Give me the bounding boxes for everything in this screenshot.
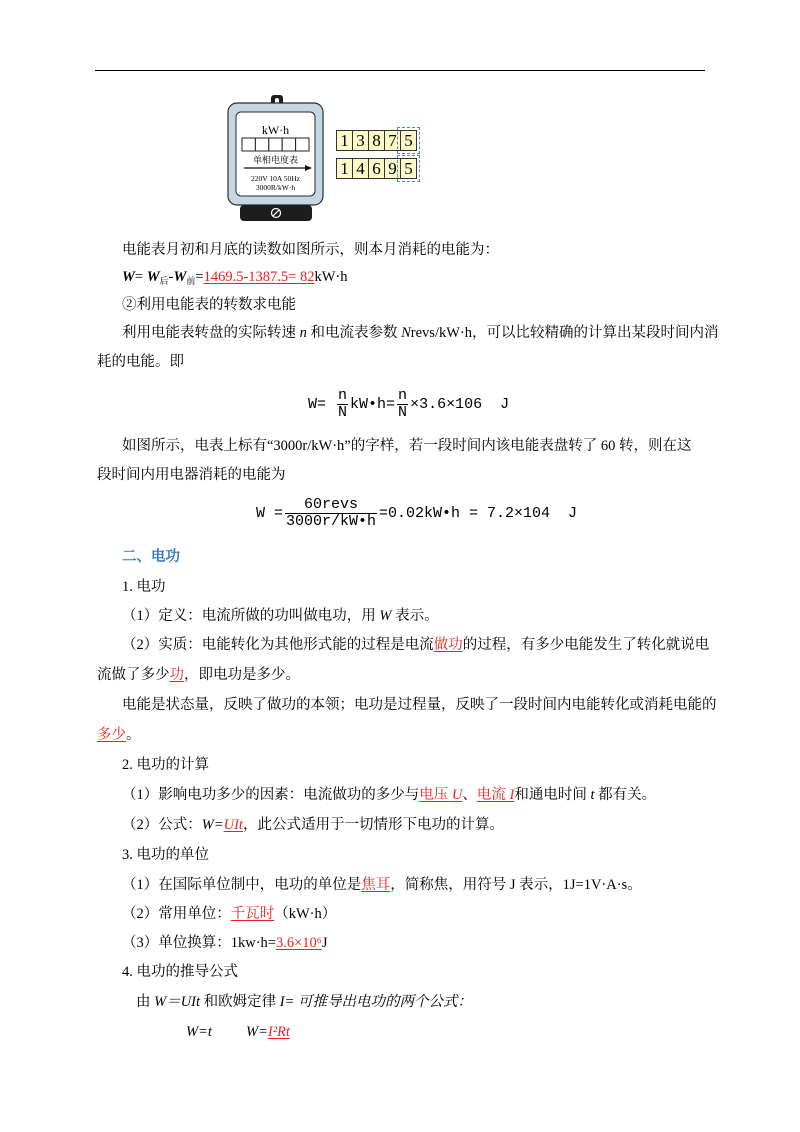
formula-lhs: W= bbox=[201, 817, 224, 833]
example-text-continued: 段时间内用电器消耗的电能为 bbox=[97, 467, 286, 483]
derived-formula-2 bbox=[246, 1022, 290, 1042]
equals-sign: = bbox=[195, 269, 204, 285]
reading-digit: 7 bbox=[384, 130, 401, 151]
note-line: 电能是状态量，反映了做功的本领；电功是过程量，反映了一段时间内电能转化或消耗电能的 bbox=[122, 697, 717, 713]
variable-W: W bbox=[379, 608, 392, 624]
formula-lhs: W = bbox=[256, 505, 284, 522]
text-run: （1）影响电功多少的因素：电流做功的多少与 bbox=[122, 787, 420, 803]
subsection-title-2: 2. 电功的计算 bbox=[122, 757, 209, 773]
text-run: （2）公式： bbox=[122, 817, 202, 833]
fraction-numerator: 60revs bbox=[304, 496, 359, 513]
blank-text: 电压 bbox=[419, 787, 452, 803]
answer-blank bbox=[419, 787, 462, 803]
answer-blank: 1469.5-1387.5= 82 bbox=[203, 269, 315, 285]
text-run: （2）常用单位： bbox=[122, 906, 231, 922]
unit-text: kW·h bbox=[314, 269, 348, 285]
formula-lhs: W= bbox=[308, 396, 336, 413]
fraction-n-over-N bbox=[397, 388, 408, 421]
answer-blank bbox=[477, 787, 514, 803]
header-rule bbox=[95, 70, 705, 71]
reading-start-of-month bbox=[336, 130, 416, 151]
reading-decimal-digit: 5 bbox=[400, 158, 417, 179]
reading-digit: 1 bbox=[336, 130, 353, 151]
fraction-revs-over-constant bbox=[285, 497, 377, 530]
text-run: （2）实质：电能转化为其他形式能的过程是电流 bbox=[122, 637, 434, 653]
answer-blank: 做功 bbox=[433, 637, 463, 653]
reading-intro: 电能表月初和月底的读数如图所示，则本月消耗的电能为： bbox=[122, 242, 499, 258]
work-before-symbol: W bbox=[173, 269, 187, 285]
formula-example bbox=[256, 497, 577, 530]
text-run: 和欧姆定律 bbox=[200, 994, 280, 1010]
meter-rating: 220V 10A 50Hz bbox=[250, 174, 301, 183]
definition-line bbox=[122, 606, 439, 626]
factors-line bbox=[122, 785, 656, 805]
minus-sign: - bbox=[168, 269, 174, 285]
work-after-symbol: W bbox=[146, 269, 160, 285]
text-run: 的过程，有多少电能发生了转化就说电 bbox=[462, 637, 710, 653]
answer-blank: I²Rt bbox=[267, 1024, 290, 1040]
text-run: ，即电功是多少。 bbox=[184, 667, 300, 683]
text-run: （1）定义：电流所做的功叫做电功，用 bbox=[122, 608, 380, 624]
variable-I: I bbox=[509, 787, 515, 803]
meter-unit: kW·h bbox=[261, 123, 290, 137]
note-line-continued bbox=[97, 725, 141, 745]
formula-ohm: I= bbox=[279, 994, 295, 1010]
formula-middle: kW•h= bbox=[350, 396, 396, 413]
subsection-title-4: 4. 电功的推导公式 bbox=[122, 964, 238, 980]
answer-blank: 千瓦时 bbox=[230, 906, 275, 922]
reading-digit: 9 bbox=[384, 158, 401, 179]
meter-digit-boxes bbox=[242, 138, 309, 151]
reading-digit: 1 bbox=[336, 158, 353, 179]
reading-digit: 8 bbox=[368, 130, 385, 151]
si-unit-line bbox=[122, 875, 642, 895]
meter-title: 单相电度表 bbox=[252, 155, 299, 165]
text-run: 可推导出电功的两个公式： bbox=[294, 994, 473, 1010]
answer-blank: 焦耳 bbox=[361, 877, 391, 893]
reading-end-of-month bbox=[336, 158, 416, 179]
formula-line bbox=[122, 815, 504, 835]
subscript-after: 后 bbox=[159, 276, 169, 286]
text-run: J bbox=[321, 935, 328, 951]
formula-lhs: W= bbox=[246, 1024, 268, 1040]
subsection-title-3: 3. 电功的单位 bbox=[122, 847, 209, 863]
method2-title: ②利用电能表的转数求电能 bbox=[122, 297, 296, 313]
text-run: ，简称焦，用符号 J 表示，1J=1V·A·s。 bbox=[390, 877, 642, 893]
work-symbol: W bbox=[122, 269, 135, 285]
answer-blank: 多少 bbox=[97, 727, 126, 743]
text-run: 流做了多少 bbox=[97, 667, 170, 683]
answer-blank: 3.6×10⁶ bbox=[275, 935, 322, 951]
text-run: （kW·h） bbox=[274, 906, 337, 922]
text-run: 。 bbox=[126, 727, 141, 743]
method2-text-continued: 耗的电能。即 bbox=[97, 354, 184, 370]
text-run: ，此公式适用于一切情形下电功的计算。 bbox=[242, 817, 504, 833]
answer-blank: UIt bbox=[223, 817, 243, 833]
text-run: 由 bbox=[136, 994, 155, 1010]
blank-text: 电流 bbox=[476, 787, 510, 803]
meter-constant: 3000R/kW·h bbox=[255, 183, 296, 192]
essence-line bbox=[122, 635, 709, 655]
section-heading: 二、电功 bbox=[122, 549, 180, 565]
variable-n: n bbox=[299, 325, 307, 341]
formula-rhs: =0.02kW•h = 7.2×104 J bbox=[379, 505, 578, 522]
unit-conversion-line bbox=[122, 933, 328, 953]
reading-digit: 3 bbox=[352, 130, 369, 151]
reading-decimal-digit: 5 bbox=[400, 130, 417, 151]
fraction-numerator: n bbox=[338, 387, 348, 404]
text-run: revs/kW·h，可以比较精确的计算出某段时间内消 bbox=[410, 325, 719, 341]
fraction-n-over-N bbox=[337, 388, 348, 421]
text-run: 和电流表参数 bbox=[306, 325, 402, 341]
text-run: （1）在国际单位制中，电功的单位是 bbox=[122, 877, 362, 893]
answer-blank: 功 bbox=[169, 667, 184, 683]
derivation-intro bbox=[136, 992, 472, 1012]
variable-N: N bbox=[401, 325, 411, 341]
fraction-denominator: 3000r/kW•h bbox=[286, 513, 377, 530]
formula-rhs: ×3.6×106 J bbox=[410, 396, 510, 413]
subsection-title-1: 1. 电功 bbox=[122, 579, 166, 595]
text-run: 都有关。 bbox=[594, 787, 657, 803]
fraction-numerator: n bbox=[398, 387, 408, 404]
text-run: 和通电时间 bbox=[514, 787, 591, 803]
common-unit-line bbox=[122, 904, 336, 924]
text-run: 表示。 bbox=[391, 608, 439, 624]
variable-U: U bbox=[451, 787, 463, 803]
text-run: （3）单位换算：1kw·h= bbox=[122, 935, 276, 951]
reading-digit: 6 bbox=[368, 158, 385, 179]
formula-revolutions bbox=[308, 388, 509, 421]
method2-text bbox=[122, 323, 719, 343]
energy-meter-illustration bbox=[226, 93, 326, 223]
reading-digit: 4 bbox=[352, 158, 369, 179]
example-text: 如图所示，电表上标有“3000r/kW·h”的字样，若一段时间内该电能表盘转了 60 转，则在这 bbox=[122, 438, 692, 454]
formula-work: W＝UIt bbox=[154, 994, 201, 1010]
text-run: 利用电能表转盘的实际转速 bbox=[122, 325, 300, 341]
reading-calculation bbox=[122, 267, 348, 287]
fraction-denominator: N bbox=[398, 404, 408, 421]
derived-formula-1: W=t bbox=[186, 1024, 212, 1040]
subscript-before: 前 bbox=[186, 276, 196, 286]
essence-line-continued bbox=[97, 665, 300, 685]
fraction-denominator: N bbox=[338, 404, 348, 421]
equals-sign: = bbox=[134, 269, 147, 285]
variable-t: t bbox=[590, 787, 595, 803]
separator: 、 bbox=[462, 787, 477, 803]
